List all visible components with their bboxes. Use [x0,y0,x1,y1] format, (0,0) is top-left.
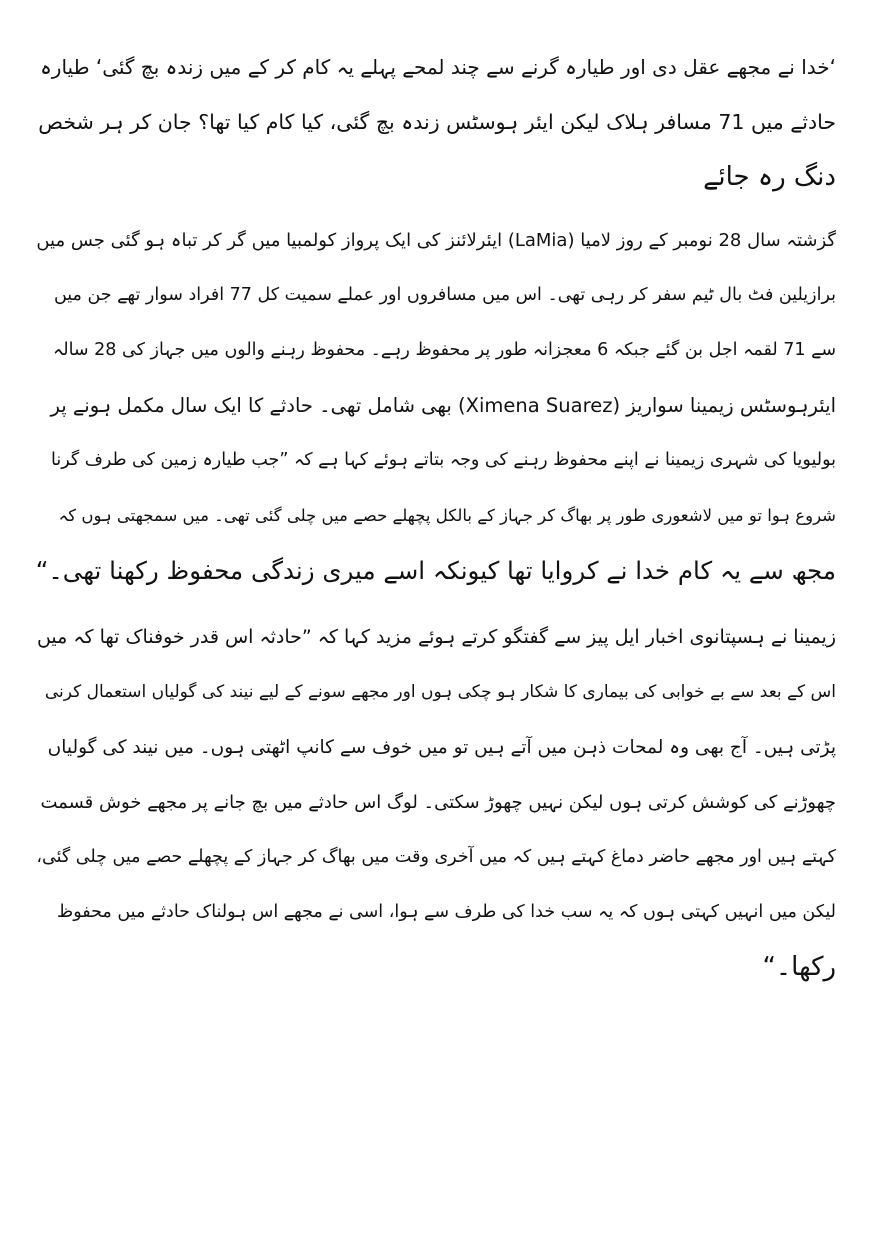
body-paragraph-2 [36,610,836,995]
text-line: لیکن میں انہیں کہتی ہوں کہ یہ سب خدا کی طرف سے ہوا، اسی نے مجھے اس ہولناک حادثے میں محفوظ [57,902,836,922]
text-line: ایئرہوسٹس زیمینا سواریز (Ximena Suarez) بھی شامل تھی۔ حادثے کا ایک سال مکمل ہونے پر [50,394,836,417]
text-line: مجھ سے یہ کام خدا نے کروایا تھا کیونکہ اسے میری زندگی محفوظ رکھنا تھی۔“ [35,556,836,585]
text-line: دنگ رہ جائے [703,162,836,192]
headline-paragraph [36,40,836,205]
text-line: شروع ہوا تو میں لاشعوری طور پر بھاگ کر جہاز کے بالکل پچھلے حصے میں چلی گئی تھی۔ میں سمجھتی ہوں کہ [58,506,836,525]
text-line: چھوڑنے کی کوشش کرتی ہوں لیکن نہیں چھوڑ سکتی۔ لوگ اس حادثے میں بچ جانے پر مجھے خوش قسمت [40,792,836,813]
text-line: بولیویا کی شہری زیمینا نے اپنے محفوظ رہنے کی وجہ بتاتے ہوئے کہا ہے کہ ”جب طیارہ زمین کی طرف گرنا [51,450,836,470]
text-line: پڑتی ہیں۔ آج بھی وہ لمحات ذہن میں آتے ہیں تو میں خوف سے کانپ اٹھتی ہوں۔ میں نیند کی گولیاں [47,737,836,758]
text-line: گزشتہ سال 28 نومبر کے روز لامیا (LaMia) ایئرلائنز کی ایک پرواز کولمبیا میں گر کر تباہ ہو گئی جس میں [36,230,836,251]
text-line: سے 71 لقمہ اجل بن گئے جبکہ 6 معجزانہ طور پر محفوظ رہے۔ محفوظ رہنے والوں میں جہاز کی 28 سالہ [53,340,836,360]
text-line: زیمینا نے ہسپتانوی اخبار ایل پیز سے گفتگو کرتے ہوئے مزید کہا کہ ”حادثہ اس قدر خوفناک تھا کہ میں [36,626,836,648]
text-line: برازیلین فٹ بال ٹیم سفر کر رہی تھی۔ اس میں مسافروں اور عملے سمیت کل 77 افراد سوار تھے جن میں [53,285,836,305]
text-line: رکھا۔“ [762,952,836,982]
text-line: اس کے بعد سے بے خوابی کی بیماری کا شکار ہو چکی ہوں اور مجھے سونے کے لیے نیند کی گولیاں استعمال کرنی [44,682,836,702]
text-line: کہتے ہیں اور مجھے حاضر دماغ کہتے ہیں کہ میں آخری وقت میں بھاگ کر جہاز کے پچھلے حصے میں چلی گئی، [36,847,836,867]
text-line: ‘خدا نے مجھے عقل دی اور طیارہ گرنے سے چند لمحے پہلے یہ کام کر کے میں زندہ بچ گئی‘ طیارہ [40,55,836,79]
text-line: حادثے میں 71 مسافر ہلاک لیکن ایئر ہوسٹس زندہ بچ گئی، کیا کام کیا تھا؟ جان کر ہر شخص [38,110,836,134]
body-paragraph-1 [36,213,836,598]
article-body [36,40,836,995]
